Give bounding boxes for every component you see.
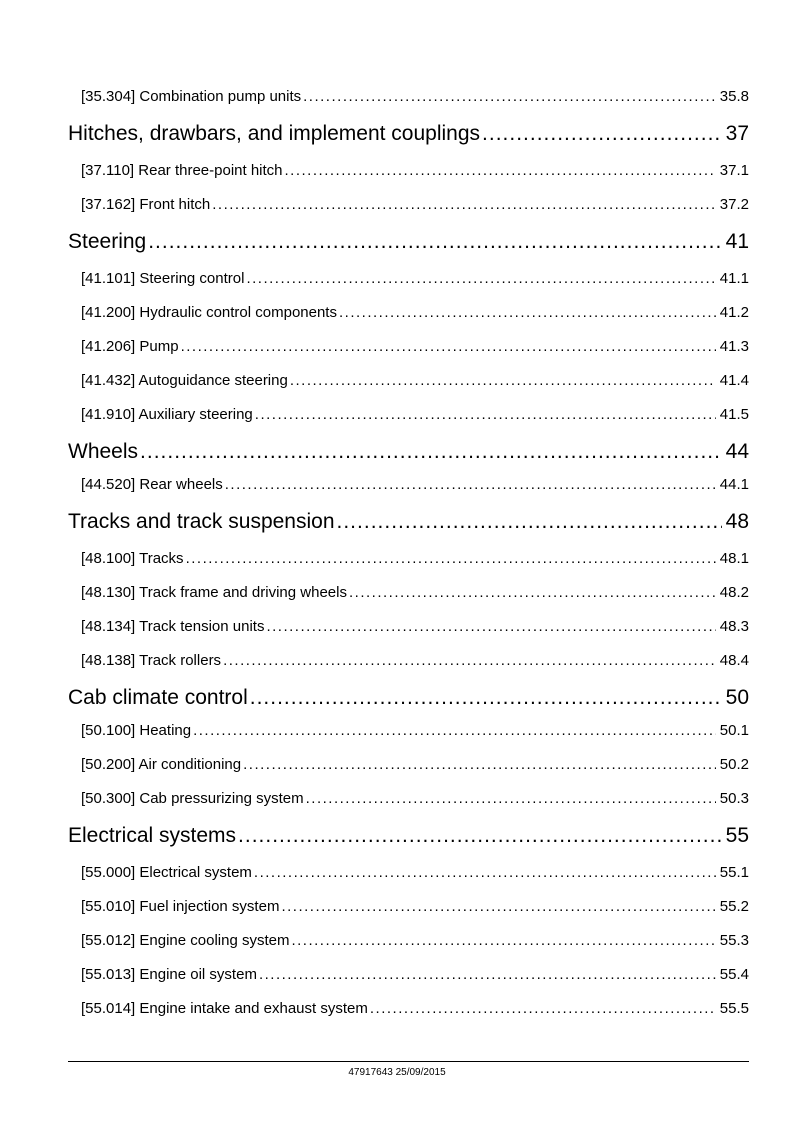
toc-entry[interactable] (81, 550, 749, 567)
toc-label: Wheels (68, 440, 139, 463)
toc-page-number: 50.3 (719, 790, 749, 807)
dot-leader (238, 824, 722, 848)
toc-label: [55.012] Engine cooling system (81, 932, 290, 949)
toc-page-number: 48.1 (719, 550, 749, 567)
toc-label: [44.520] Rear wheels (81, 476, 223, 493)
toc-page-number: 48.4 (719, 652, 749, 669)
toc-label: [41.432] Autoguidance steering (81, 372, 288, 389)
toc-label: [55.010] Fuel injection system (81, 898, 280, 915)
dot-leader (266, 618, 715, 635)
dot-leader (482, 122, 722, 146)
toc-section-heading[interactable] (68, 230, 749, 254)
toc-section-heading[interactable] (68, 824, 749, 848)
dot-leader (193, 722, 716, 739)
toc-entry[interactable] (81, 476, 749, 493)
dot-leader (186, 550, 716, 567)
dot-leader (243, 756, 716, 773)
toc-label: [37.162] Front hitch (81, 196, 211, 213)
footer-divider (68, 1061, 749, 1062)
toc-label: [55.000] Electrical system (81, 864, 252, 881)
dot-leader (250, 686, 722, 710)
toc-page-number: 50 (725, 686, 749, 709)
toc-label: [41.101] Steering control (81, 270, 245, 287)
dot-leader (225, 476, 716, 493)
dot-leader (212, 196, 716, 213)
toc-page-number: 55.2 (719, 898, 749, 915)
dot-leader (303, 88, 716, 105)
toc-page-number: 55.4 (719, 966, 749, 983)
toc-entry[interactable] (81, 270, 749, 287)
toc-entry[interactable] (81, 372, 749, 389)
toc-page-number: 55.1 (719, 864, 749, 881)
toc-page-number: 41.3 (719, 338, 749, 355)
toc-label: [50.300] Cab pressurizing system (81, 790, 304, 807)
toc-label: Steering (68, 230, 147, 253)
toc-entry[interactable] (81, 618, 749, 635)
toc-label: [48.130] Track frame and driving wheels (81, 584, 347, 601)
toc-entry[interactable] (81, 196, 749, 213)
dot-leader (254, 864, 716, 881)
toc-entry[interactable] (81, 864, 749, 881)
toc-page-number: 41.4 (719, 372, 749, 389)
footer-document-id: 47917643 25/09/2015 (348, 1067, 446, 1078)
toc-label: [50.100] Heating (81, 722, 192, 739)
dot-leader (339, 304, 716, 321)
toc-label: [48.100] Tracks (81, 550, 184, 567)
dot-leader (337, 510, 722, 534)
dot-leader (259, 966, 716, 983)
toc-entry[interactable] (81, 722, 749, 739)
toc-page-number: 37 (725, 122, 749, 145)
dot-leader (255, 406, 716, 423)
toc-page-number: 41.2 (719, 304, 749, 321)
toc-entry[interactable] (81, 652, 749, 669)
toc-page-number: 50.2 (719, 756, 749, 773)
toc-section-heading[interactable] (68, 122, 749, 146)
toc-label: Tracks and track suspension (68, 510, 335, 533)
dot-leader (291, 932, 715, 949)
toc-section-heading[interactable] (68, 440, 749, 464)
toc-entry[interactable] (81, 756, 749, 773)
dot-leader (290, 372, 716, 389)
toc-page-number: 41.1 (719, 270, 749, 287)
toc-label: [41.910] Auxiliary steering (81, 406, 253, 423)
toc-entry[interactable] (81, 88, 749, 105)
dot-leader (281, 898, 715, 915)
dot-leader (148, 230, 721, 254)
toc-page-number: 44 (725, 440, 749, 463)
dot-leader (246, 270, 715, 287)
dot-leader (223, 652, 716, 669)
toc-page-number: 44.1 (719, 476, 749, 493)
toc-page-number: 55 (725, 824, 749, 847)
toc-entry[interactable] (81, 932, 749, 949)
toc-page-number: 37.2 (719, 196, 749, 213)
dot-leader (285, 162, 716, 179)
toc-label: [48.134] Track tension units (81, 618, 265, 635)
toc-page-number: 48.2 (719, 584, 749, 601)
toc-section-heading[interactable] (68, 510, 749, 534)
toc-page-number: 55.3 (719, 932, 749, 949)
toc-page-number: 41 (725, 230, 749, 253)
toc-label: Hitches, drawbars, and implement couplings (68, 122, 481, 145)
toc-page-number: 48 (725, 510, 749, 533)
toc-label: [55.014] Engine intake and exhaust system (81, 1000, 368, 1017)
toc-page-number: 35.8 (719, 88, 749, 105)
toc-label: [41.200] Hydraulic control components (81, 304, 337, 321)
toc-entry[interactable] (81, 338, 749, 355)
toc-page-number: 41.5 (719, 406, 749, 423)
toc-entry[interactable] (81, 162, 749, 179)
toc-entry[interactable] (81, 304, 749, 321)
dot-leader (306, 790, 716, 807)
toc-label: Electrical systems (68, 824, 237, 847)
dot-leader (181, 338, 716, 355)
toc-label: Cab climate control (68, 686, 248, 709)
toc-entry[interactable] (81, 898, 749, 915)
toc-label: [35.304] Combination pump units (81, 88, 302, 105)
toc-page-number: 48.3 (719, 618, 749, 635)
toc-entry[interactable] (81, 966, 749, 983)
toc-entry[interactable] (81, 1000, 749, 1017)
toc-page-number: 37.1 (719, 162, 749, 179)
toc-entry[interactable] (81, 406, 749, 423)
toc-page-number: 55.5 (719, 1000, 749, 1017)
dot-leader (349, 584, 716, 601)
toc-entry[interactable] (81, 790, 749, 807)
toc-page-number: 50.1 (719, 722, 749, 739)
toc-label: [48.138] Track rollers (81, 652, 222, 669)
toc-section-heading[interactable] (68, 686, 749, 710)
dot-leader (370, 1000, 716, 1017)
dot-leader (140, 440, 722, 464)
toc-label: [55.013] Engine oil system (81, 966, 257, 983)
toc-label: [41.206] Pump (81, 338, 179, 355)
toc-label: [50.200] Air conditioning (81, 756, 242, 773)
toc-entry[interactable] (81, 584, 749, 601)
toc-label: [37.110] Rear three-point hitch (81, 162, 283, 179)
